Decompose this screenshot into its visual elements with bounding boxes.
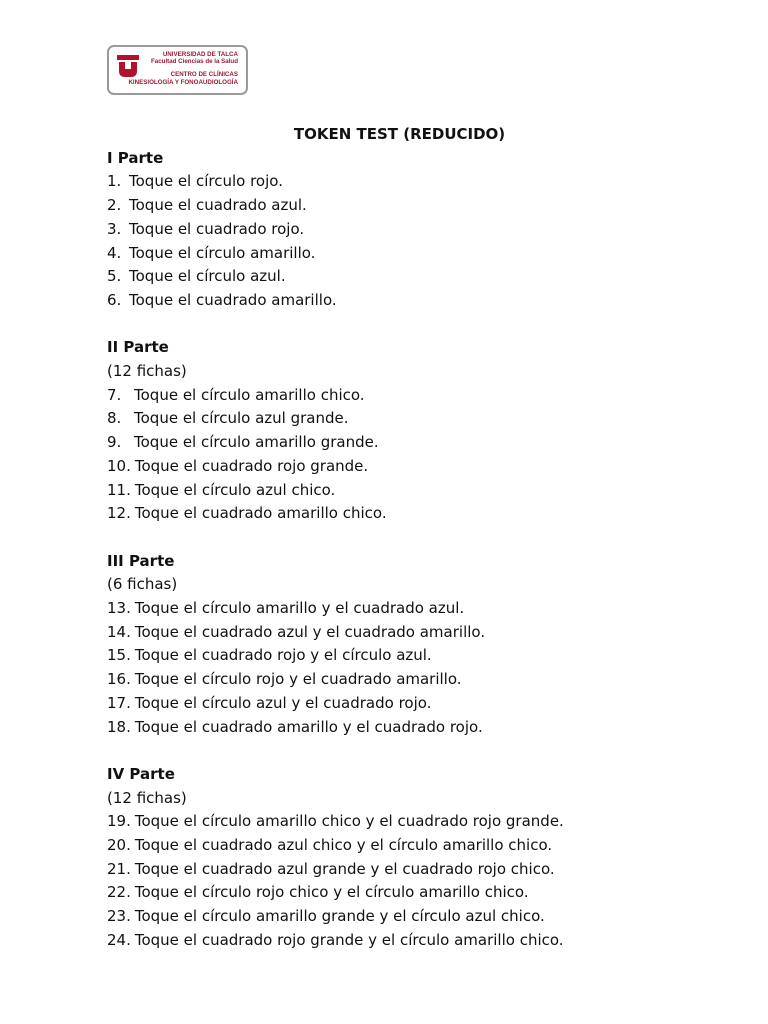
item-number: 14. xyxy=(107,622,131,641)
list-item xyxy=(107,289,707,313)
item-text: Toque el cuadrado amarillo y el cuadrado rojo. xyxy=(134,717,483,736)
list-item xyxy=(107,716,707,740)
part-heading: II Parte xyxy=(107,338,169,357)
item-text: Toque el círculo amarillo chico. xyxy=(134,385,365,404)
list-item xyxy=(107,242,707,266)
list-item xyxy=(107,597,707,621)
item-text: Toque el círculo rojo y el cuadrado amarillo. xyxy=(134,670,462,689)
item-text: Toque el círculo amarillo chico y el cuadrado rojo grande. xyxy=(134,812,564,831)
item-text: Toque el círculo azul. xyxy=(129,267,286,286)
list-item xyxy=(107,194,707,218)
list-item xyxy=(107,431,707,455)
item-number: 4. xyxy=(107,243,122,262)
list-item xyxy=(107,218,707,242)
item-number: 8. xyxy=(107,409,122,428)
item-text: Toque el círculo azul y el cuadrado rojo. xyxy=(134,693,432,712)
part-heading: IV Parte xyxy=(107,764,175,783)
logo-text xyxy=(126,51,238,86)
item-text: Toque el cuadrado rojo. xyxy=(129,219,305,238)
part-note: (12 fichas) xyxy=(107,788,187,807)
list-item xyxy=(107,265,707,289)
item-number: 9. xyxy=(107,433,122,452)
item-text: Toque el cuadrado rojo grande y el círculo amarillo chico. xyxy=(134,930,564,949)
item-text: Toque el cuadrado amarillo chico. xyxy=(134,504,387,523)
list-item xyxy=(107,692,707,716)
item-text: Toque el cuadrado azul. xyxy=(129,196,307,215)
item-number: 22. xyxy=(107,883,131,902)
item-number: 11. xyxy=(107,480,131,499)
logo-department: KINESIOLOGÍA Y FONOAUDIOLOGÍA xyxy=(128,78,238,86)
logo-center: CENTRO DE CLÍNICAS xyxy=(170,71,238,79)
item-number: 2. xyxy=(107,196,122,215)
item-number: 19. xyxy=(107,812,131,831)
item-text: Toque el cuadrado rojo y el círculo azul. xyxy=(134,646,432,665)
item-number: 3. xyxy=(107,219,122,238)
part-note: (6 fichas) xyxy=(107,575,178,594)
item-text: Toque el cuadrado amarillo. xyxy=(129,290,337,309)
item-number: 15. xyxy=(107,646,131,665)
item-number: 5. xyxy=(107,267,122,286)
item-text: Toque el círculo azul grande. xyxy=(134,409,349,428)
item-number: 17. xyxy=(107,693,131,712)
item-number: 12. xyxy=(107,504,131,523)
item-text: Toque el cuadrado rojo grande. xyxy=(134,456,369,475)
list-item xyxy=(107,644,707,668)
item-text: Toque el círculo azul chico. xyxy=(134,480,336,499)
item-text: Toque el cuadrado azul y el cuadrado amarillo. xyxy=(134,622,486,641)
item-text: Toque el círculo amarillo. xyxy=(129,243,316,262)
item-number: 16. xyxy=(107,670,131,689)
part-heading: III Parte xyxy=(107,551,175,570)
item-number: 20. xyxy=(107,836,131,855)
item-text: Toque el círculo rojo chico y el círculo amarillo chico. xyxy=(134,883,529,902)
list-item xyxy=(107,502,707,526)
list-item xyxy=(107,170,707,194)
item-text: Toque el círculo rojo. xyxy=(129,172,283,191)
item-text: Toque el círculo amarillo y el cuadrado azul. xyxy=(134,599,465,618)
item-number: 18. xyxy=(107,717,131,736)
list-item xyxy=(107,455,707,479)
part-note: (12 fichas) xyxy=(107,362,187,381)
item-number: 7. xyxy=(107,385,122,404)
item-number: 6. xyxy=(107,290,122,309)
item-text: Toque el círculo amarillo grande y el círculo azul chico. xyxy=(134,907,545,926)
list-item xyxy=(107,929,707,953)
item-text: Toque el cuadrado azul grande y el cuadrado rojo chico. xyxy=(134,859,555,878)
logo-university: UNIVERSIDAD DE TALCA xyxy=(162,51,238,58)
item-text: Toque el cuadrado azul chico y el círculo amarillo chico. xyxy=(134,836,553,855)
list-item xyxy=(107,810,707,834)
item-number: 24. xyxy=(107,930,131,949)
university-logo xyxy=(107,45,248,95)
list-item xyxy=(107,905,707,929)
item-number: 13. xyxy=(107,599,131,618)
list-item xyxy=(107,668,707,692)
list-item xyxy=(107,479,707,503)
item-text: Toque el círculo amarillo grande. xyxy=(134,433,379,452)
part-heading: I Parte xyxy=(107,148,164,167)
item-number: 1. xyxy=(107,172,122,191)
document-title: TOKEN TEST (REDUCIDO) xyxy=(293,125,506,143)
list-item xyxy=(107,407,707,431)
logo-faculty: Facultad Ciencias de la Salud xyxy=(151,58,238,66)
list-item xyxy=(107,834,707,858)
list-item xyxy=(107,858,707,882)
item-number: 23. xyxy=(107,907,131,926)
item-number: 21. xyxy=(107,859,131,878)
list-item xyxy=(107,621,707,645)
list-item xyxy=(107,384,707,408)
list-item xyxy=(107,881,707,905)
item-number: 10. xyxy=(107,456,131,475)
document-body xyxy=(107,123,707,953)
